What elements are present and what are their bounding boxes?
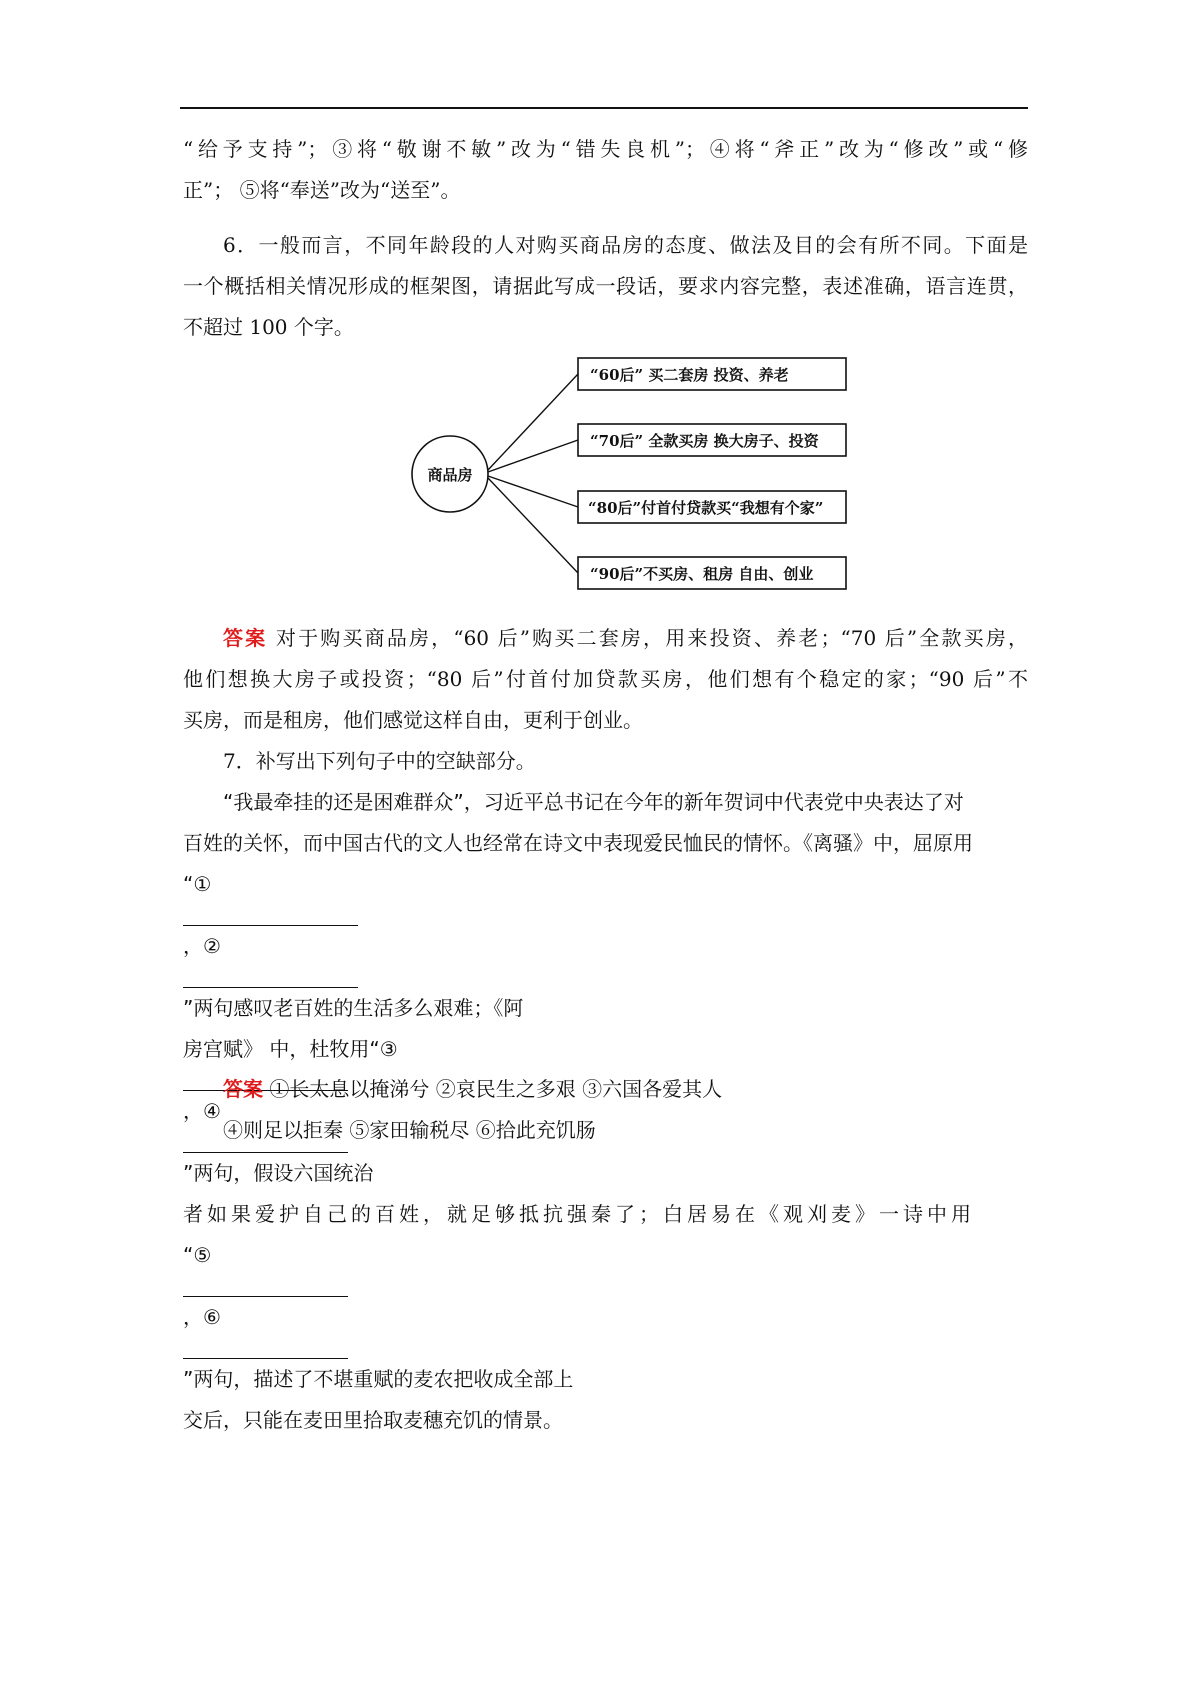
question-7-title — [183, 741, 1028, 782]
text-line: “我最牵挂的还是困难群众”，习近平总书记在今年的新年贺词中代表党中央表达了对 — [223, 790, 964, 814]
text-line: 买房，而是租房，他们感觉这样自由，更利于创业。 — [183, 708, 643, 732]
text-fragment: ”两句感叹老百姓的生活多么艰难；《阿 — [183, 996, 524, 1020]
answer-label: 答案 — [223, 1077, 263, 1101]
box-80s-label: “80后”付首付贷款买“我想有个家” — [588, 499, 824, 517]
blank-6 — [183, 1338, 348, 1359]
blank-2 — [183, 967, 358, 988]
text-fragment: ”两句，描述了不堪重赋的麦农把收成全部上 — [183, 1367, 574, 1391]
answer-label: 答案 — [223, 626, 268, 650]
blank-prefix: ，⑥ — [183, 1305, 221, 1329]
connector-line — [488, 478, 578, 573]
blank-prefix: ，② — [183, 934, 221, 958]
answer-text: ①长太息以掩涕兮 ②哀民生之多艰 ③六国各爱其人 — [263, 1077, 723, 1101]
text-line: 一个概括相关情况形成的框架图，请据此写成一段话，要求内容完整，表述准确，语言连贯， — [183, 274, 1028, 298]
text-line: 者如果爱护自己的百姓，就足够抵抗强秦了；白居易在《观刈麦》一诗中用 — [183, 1202, 975, 1226]
blank-1 — [183, 905, 358, 926]
text-line: 正”； ⑤将“奉送”改为“送至”。 — [183, 178, 461, 202]
text-line: 他们想换大房子或投资；“80 后”付首付加贷款买房，他们想有个稳定的家；“90 后”不 — [183, 667, 1028, 691]
text-line: 6．一般而言，不同年龄段的人对购买商品房的态度、做法及目的会有所不同。下面是 — [223, 233, 1028, 257]
box-70s-label: “70后” 全款买房 换大房子、投资 — [590, 432, 819, 450]
text-line: 不超过 100 个字。 — [183, 315, 354, 339]
answer-6 — [183, 618, 1028, 741]
text-line — [183, 864, 1028, 1029]
text-line: 交后，只能在麦田里拾取麦穗充饥的情景。 — [183, 1408, 563, 1432]
text-line — [183, 1069, 1028, 1110]
blank-prefix: ，④ — [183, 1099, 221, 1123]
box-90s-label: “90后”不买房、租房 自由、创业 — [590, 565, 814, 583]
center-node-label: 商品房 — [427, 466, 473, 484]
box-60s-label: “60后” 买二套房 投资、养老 — [590, 366, 789, 384]
blank-5 — [183, 1276, 348, 1297]
text-line: 百姓的关怀，而中国古代的文人也经常在诗文中表现爱民恤民的情怀。《离骚》中，屈原用 — [183, 831, 973, 855]
blank-prefix: “⑤ — [183, 1243, 212, 1267]
text-fragment: ”两句，假设六国统治 — [183, 1161, 374, 1185]
text-line: 7．补写出下列句子中的空缺部分。 — [223, 749, 536, 773]
answer-7 — [183, 1069, 1028, 1151]
blank-prefix: 房宫赋》 中，杜牧用“③ — [183, 1037, 398, 1061]
text-line: ④则足以拒秦 ⑤家田输税尽 ⑥拾此充饥肠 — [223, 1118, 596, 1142]
answer-text: 对于购买商品房，“60 后”购买二套房，用来投资、养老；“70 后”全款买房， — [267, 626, 1029, 650]
text-line — [183, 1235, 1028, 1400]
blank-prefix: “① — [183, 872, 212, 896]
text-line: “给予支持”；③将“敬谢不敏”改为“错失良机”；④将“斧正”改为“修改”或“修 — [183, 137, 1028, 161]
text-line — [183, 618, 1028, 659]
